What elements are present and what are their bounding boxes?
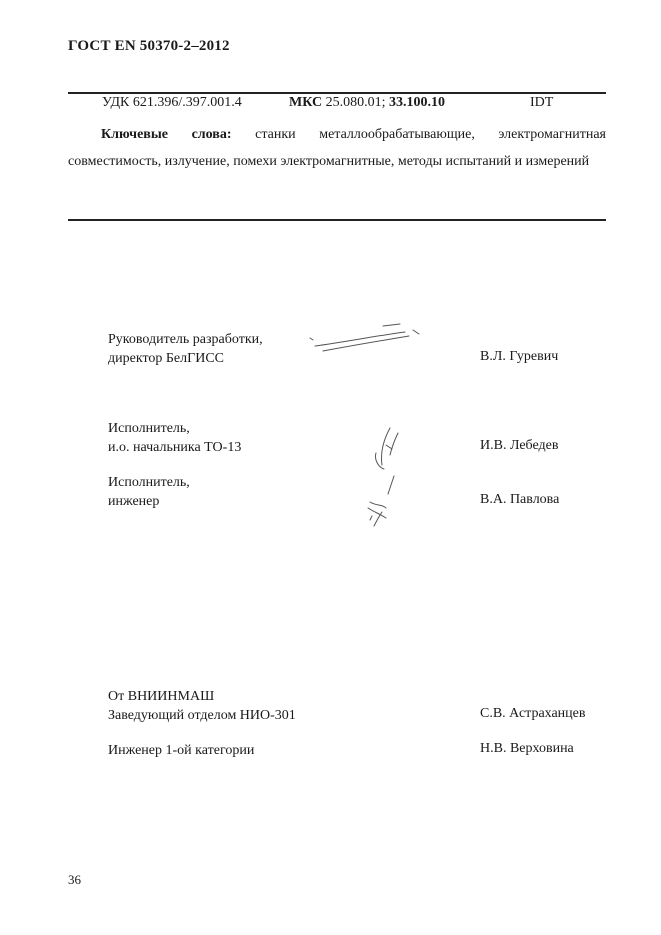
signature-1 (305, 318, 425, 358)
signatory-2-title (108, 419, 241, 457)
signatory-1-line2: директор БелГИСС (108, 351, 224, 366)
signatory-3-line1: Исполнитель, (108, 475, 190, 490)
signatory-2-line1: Исполнитель, (108, 421, 190, 436)
signatory-3-name: В.А. Павлова (480, 492, 560, 507)
signatory-3-title (108, 473, 190, 511)
signatory-2-line2: и.о. начальника ТО-13 (108, 440, 242, 455)
signatory-5-name: Н.В. Верховина (480, 741, 574, 756)
top-rule (68, 92, 606, 94)
mks-label: МКС (289, 95, 323, 110)
mks-code-list: 25.080.01; (325, 95, 386, 110)
signatory-1-title (108, 330, 263, 368)
bottom-rule (68, 219, 606, 221)
idt-label: IDT (530, 95, 554, 110)
signatory-1-name: В.Л. Гуревич (480, 349, 559, 364)
keywords-text: станки металлообрабатывающие, электромагнитная совместимость, излучение, помехи электромагнитные, методы испытаний и измерений (68, 127, 606, 169)
udk-code: УДК 621.396/.397.001.4 (102, 95, 242, 110)
signatory-5-title: Инженер 1-ой категории (108, 743, 255, 758)
signatory-4-line1: От ВНИИНМАШ (108, 689, 215, 704)
signatory-2-name: И.В. Лебедев (480, 438, 559, 453)
signatory-4-line2: Заведующий отделом НИО-301 (108, 708, 296, 723)
page-number: 36 (68, 872, 81, 887)
keywords-label: Ключевые слова: (101, 127, 232, 142)
keywords-paragraph (68, 121, 606, 175)
signatory-3-line2: инженер (108, 494, 160, 509)
signature-2 (360, 425, 410, 475)
signature-3 (360, 472, 410, 532)
signatory-4-name: С.В. Астраханцев (480, 706, 586, 721)
mks-codes (289, 95, 445, 111)
document-header-title: ГОСТ EN 50370-2–2012 (68, 38, 230, 54)
signatory-4-title (108, 687, 296, 725)
mks-bold-code: 33.100.10 (389, 95, 446, 110)
signatory-1-line1: Руководитель разработки, (108, 332, 263, 347)
